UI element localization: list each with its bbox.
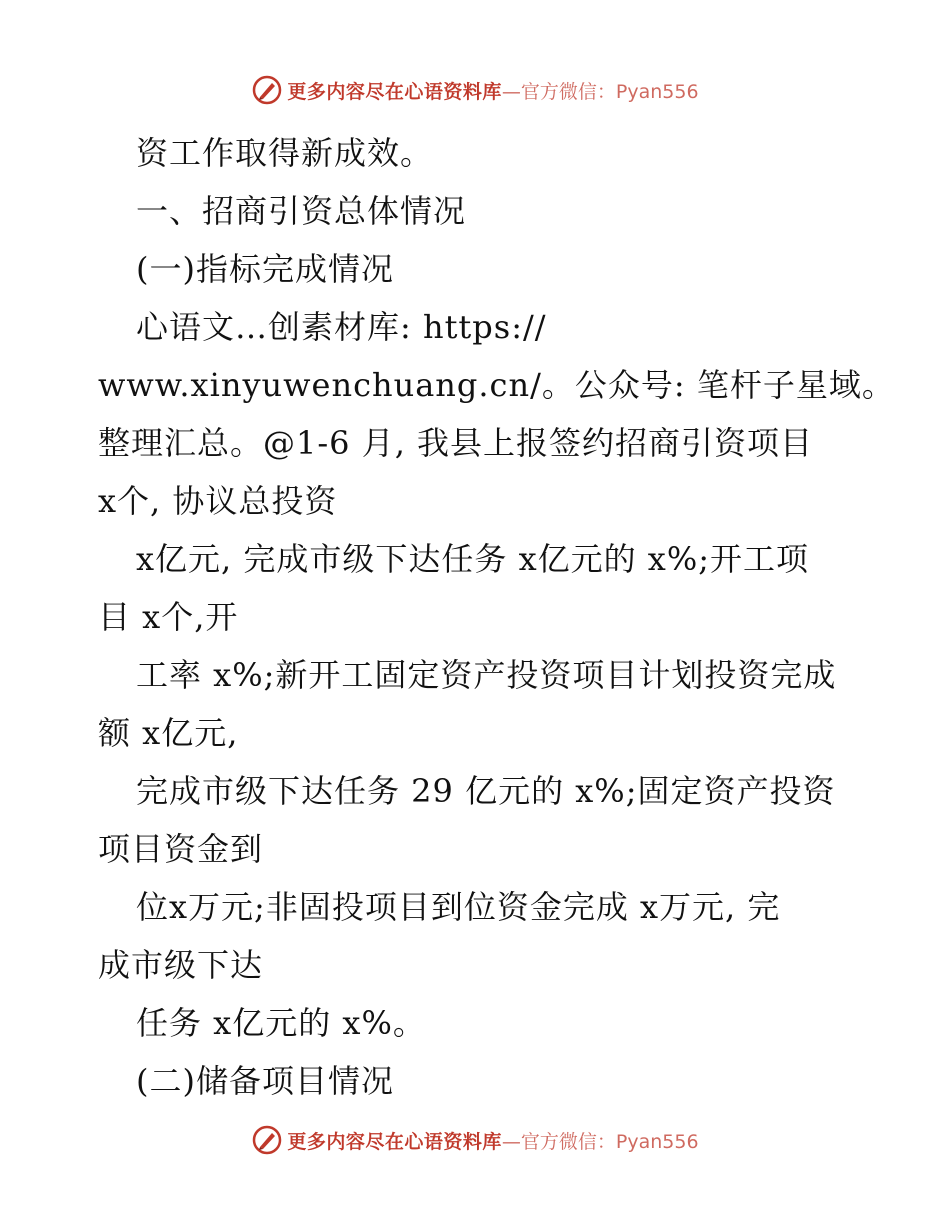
- body-line: 额 x亿元,: [98, 714, 239, 752]
- pen-logo-icon: [251, 1124, 283, 1156]
- body-line: 工率 x%;新开工固定资产投资项目计划投资完成: [136, 656, 837, 694]
- body-line: www.xinyuwenchuang.cn/。公众号: 笔杆子星域。: [98, 366, 895, 404]
- body-line: 项目资金到: [98, 830, 264, 868]
- body-line: 心语文…创素材库: https://: [136, 308, 547, 346]
- body-line: 位x万元;非固投项目到位资金完成 x万元, 完: [136, 888, 781, 926]
- footer-banner: [0, 1122, 950, 1158]
- body-line: x亿元, 完成市级下达任务 x亿元的 x%;开工项: [136, 540, 810, 578]
- header-banner-sub-text: —官方微信：Pyan556: [501, 80, 699, 103]
- subsection-heading: (一)指标完成情况: [136, 250, 394, 288]
- body-line: 完成市级下达任务 29 亿元的 x%;固定资产投资: [136, 772, 836, 810]
- document-body: [98, 124, 895, 1110]
- header-banner: [0, 72, 950, 108]
- header-banner-main-text: 更多内容尽在心语资料库: [287, 80, 502, 103]
- body-line: 目 x个,开: [98, 598, 239, 636]
- footer-banner-sub-text: —官方微信：Pyan556: [501, 1130, 699, 1153]
- body-line: 整理汇总。@1-6 月, 我县上报签约招商引资项目: [98, 424, 814, 462]
- body-line: 资工作取得新成效。: [136, 134, 434, 172]
- body-line: 成市级下达: [98, 946, 264, 984]
- footer-banner-main-text: 更多内容尽在心语资料库: [287, 1130, 502, 1153]
- subsection-heading: (二)储备项目情况: [136, 1062, 394, 1100]
- section-heading: 一、招商引资总体情况: [136, 192, 467, 230]
- pen-logo-icon: [251, 74, 283, 106]
- body-line: x个, 协议总投资: [98, 482, 338, 520]
- body-line: 任务 x亿元的 x%。: [136, 1004, 426, 1042]
